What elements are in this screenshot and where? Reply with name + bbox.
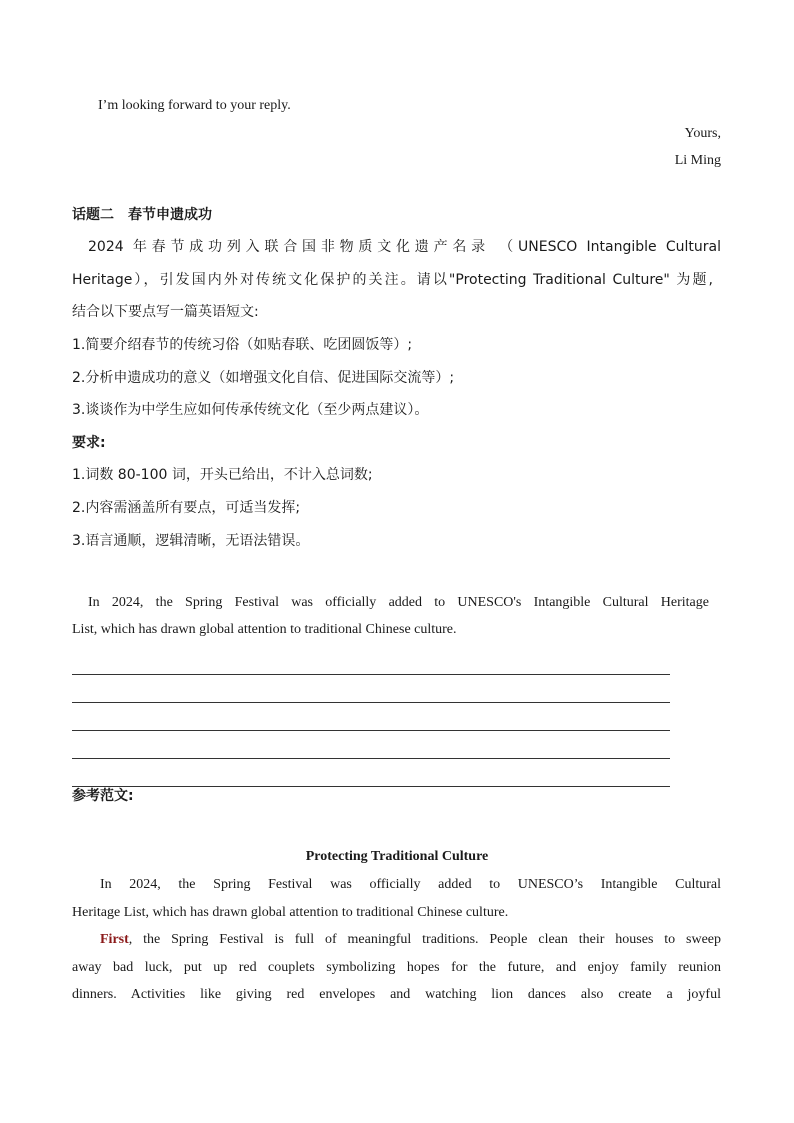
answer-line[interactable] [72, 702, 670, 703]
sample-p2-line-3: dinners. Activities like giving red envelopes and watching lion dances also create a joyful [72, 987, 721, 1002]
requirement-2: 2.内容需涵盖所有要点，可适当发挥; [72, 500, 301, 516]
point-2: 2.分析申遗成功的意义（如增强文化自信、促进国际交流等）; [72, 370, 455, 386]
sample-p1-line-1: In 2024, the Spring Festival was officially added to UNESCO’s Intangible Cultural [100, 877, 721, 892]
letter-signature: Li Ming [674, 153, 721, 168]
letter-closing-line: I’m looking forward to your reply. [98, 98, 291, 113]
given-opening-line-2: List, which has drawn global attention to traditional Chinese culture. [72, 622, 457, 637]
requirement-1: 1.词数 80-100 词，开头已给出，不计入总词数; [72, 467, 373, 483]
prompt-line-1: 2024 年春节成功列入联合国非物质文化遗产名录 （UNESCO Intangible Cultural [88, 239, 721, 255]
sample-p1-line-2: Heritage List, which has drawn global attention to traditional Chinese culture. [72, 905, 509, 920]
sample-p2-line-2: away bad luck, put up red couplets symbolizing hopes for the future, and enjoy family reunion [72, 960, 721, 975]
sample-p2-line-1-rest: , the Spring Festival is full of meaningful traditions. People clean their houses to sweep [128, 932, 721, 947]
letter-sign-off: Yours, [684, 126, 721, 141]
prompt-line-3: 结合以下要点写一篇英语短文: [72, 304, 259, 320]
sample-p2-line-1 [100, 931, 721, 949]
point-3: 3.谈谈作为中学生应如何传承传统文化（至少两点建议）。 [72, 402, 429, 418]
answer-line[interactable] [72, 674, 670, 675]
point-1: 1.简要介绍春节的传统习俗（如贴春联、吃团圆饭等）; [72, 337, 413, 353]
first-marker: First [100, 932, 129, 947]
requirements-label: 要求: [72, 435, 106, 451]
answer-line[interactable] [72, 730, 670, 731]
answer-line[interactable] [72, 786, 670, 787]
sample-label: 参考范文: [72, 788, 134, 804]
sample-title: Protecting Traditional Culture [305, 849, 489, 864]
requirement-3: 3.语言通顺，逻辑清晰，无语法错误。 [72, 533, 310, 549]
answer-line[interactable] [72, 758, 670, 759]
given-opening-line-1: In 2024, the Spring Festival was officially added to UNESCO's Intangible Cultural Heritage [88, 595, 709, 610]
topic-heading: 话题二 春节申遗成功 [72, 207, 212, 223]
prompt-line-2: Heritage），引发国内外对传统文化保护的关注。请以"Protecting Traditional Culture" 为题, [72, 272, 713, 288]
